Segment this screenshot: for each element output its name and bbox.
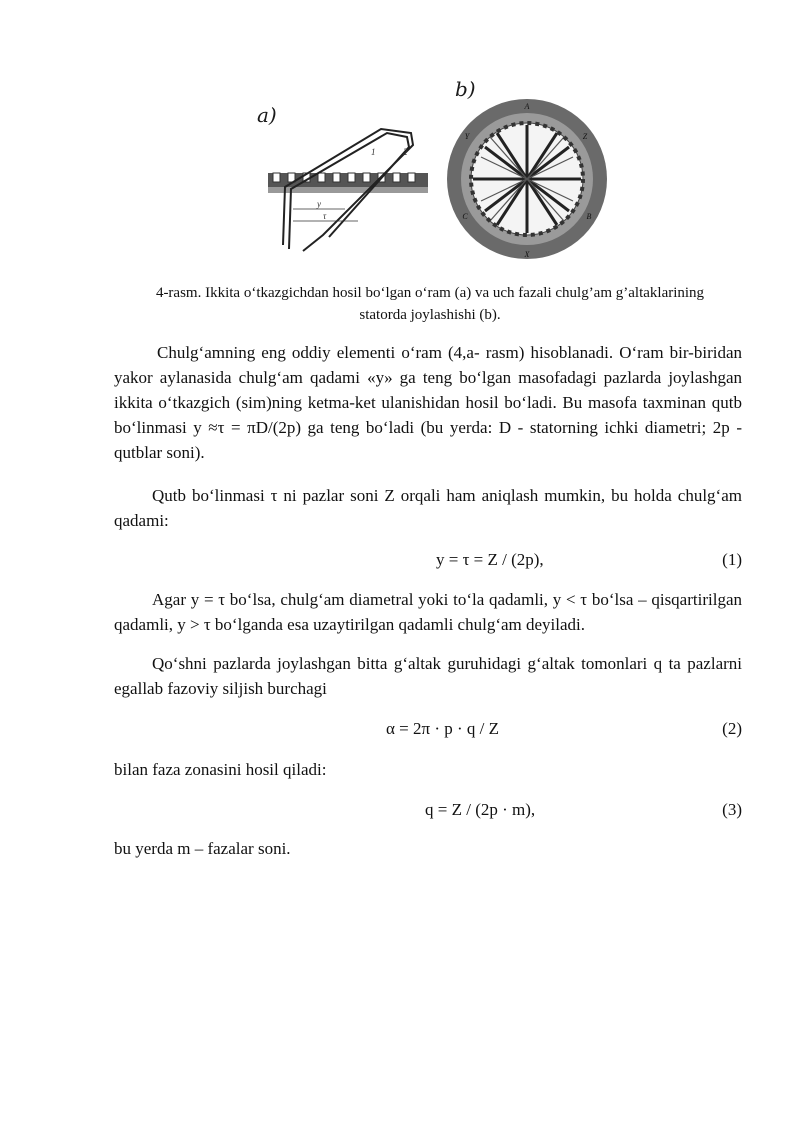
coil-label-1: 1 [371,147,376,157]
formula-3-number: (3) [722,800,742,819]
paragraph-5: bilan faza zonasini hosil qiladi: [114,760,327,779]
formula-1 [114,547,742,572]
formula-2 [114,716,742,741]
formula-1-expression: y = τ = Z / (2p), [436,550,544,569]
paragraph-1: Chulg‘amning eng oddiy elementi o‘ram (4,a- rasm) hisoblanadi. O‘ram bir-biridan yakor aylanasida chulg‘am qadami «y» ga teng bo‘lgan masofadagi pazlarda joylashgan ikkita o‘tkazgich (sim)ning ketma-ket ulanishidan hosil bo‘ladi. Bu masofa taxminan qutb bo‘linmasi y ≈τ = πD/(2p) ga teng bo‘ladi (bu yerda: D - statorning ichki diametri; 2p - qutblar soni). [114,343,742,462]
coil-label-2: 2 [403,147,408,157]
stator-winding-drawing [445,97,609,261]
phase-label-Y: Y [464,132,470,141]
formula-2-number: (2) [722,719,742,738]
phase-label-Z: Z [582,132,588,141]
dim-label-tau: τ [323,211,327,221]
paragraph-6: bu yerda m – fazalar soni. [114,839,291,858]
paragraph-2: Qutb bo‘linmasi τ ni pazlar soni Z orqali ham aniqlash mumkin, bu holda chulg‘am qadami: [114,486,742,530]
phase-label-X: X [524,250,530,259]
phase-label-B: B [586,212,592,221]
paragraph-4: Qo‘shni pazlarda joylashgan bitta g‘altak guruhidagi g‘altak tomonlari q ta pazlarni egallab fazoviy siljish burchagi [114,654,742,698]
dim-label-y: y [317,199,321,209]
figure-label-b: b) [455,77,476,101]
phase-label-A: A [524,102,530,111]
paragraph-3: Agar y = τ bo‘lsa, chulg‘am diametral yoki to‘la qadamli, y < τ bo‘lsa – qisqartirilgan qadamli, y > τ bo‘lganda esa uzaytirilgan qadamli chulg‘am deyiladi. [114,590,742,634]
figure-caption [118,282,742,326]
phase-label-C: C [462,212,468,221]
formula-1-number: (1) [722,550,742,569]
coil-turn-drawing [263,125,433,260]
figure-4 [245,75,615,265]
caption-line-2: statorda joylashishi (b). [359,307,501,323]
formula-3-expression: q = Z / (2p · m), [425,800,536,819]
caption-line-1: 4-rasm. Ikkita o‘tkazgichdan hosil bo‘lgan o‘ram (a) va uch fazali chulg’am g’altaklarining [155,285,705,301]
figure-label-a: a) [257,103,277,127]
formula-3 [114,797,742,822]
formula-2-expression: α = 2π · p · q / Z [386,719,500,738]
